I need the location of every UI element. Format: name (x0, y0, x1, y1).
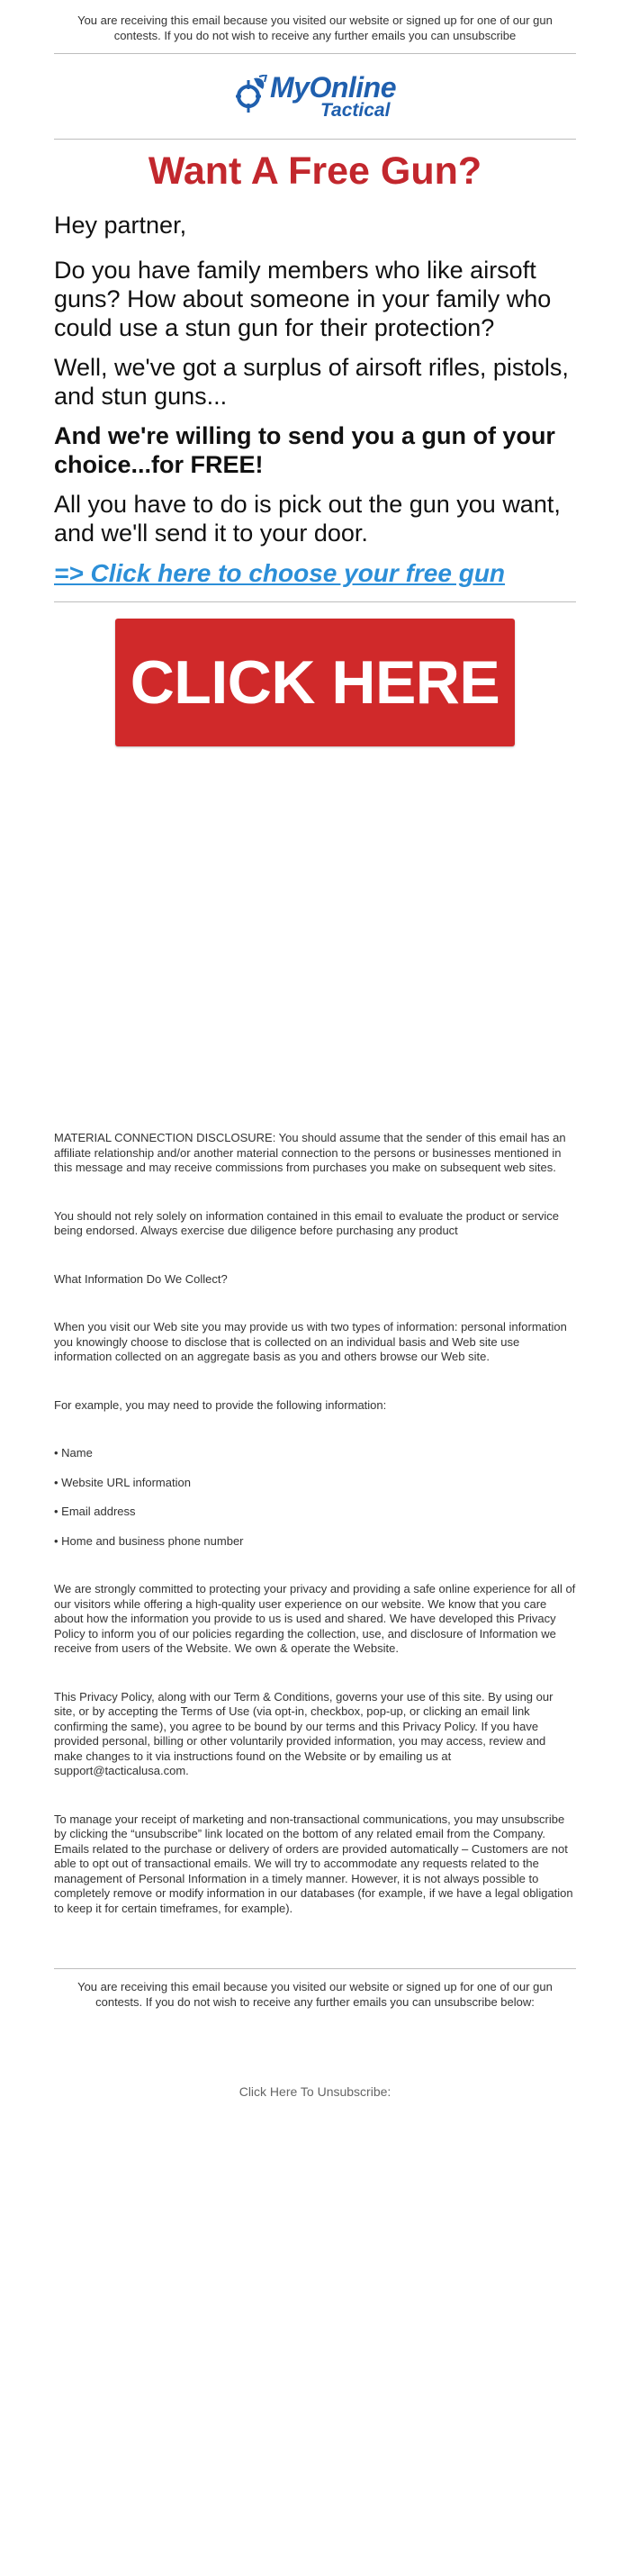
bullet-item: • Website URL information (54, 1475, 191, 1489)
choose-free-gun-link[interactable]: => Click here to choose your free gun (54, 559, 506, 587)
offer-paragraph: And we're willing to send you a gun of your choice...for FREE! (54, 422, 555, 478)
unsubscribe-link[interactable]: Click Here To Unsubscribe: (238, 2084, 392, 2099)
image-placeholder (54, 762, 576, 1131)
legal-section (54, 1131, 576, 1916)
reliance-text: You should not rely solely on information contained in this email to evaluate the product or service being endorsed. Always exercise due diligence before purchasing any product (54, 1208, 560, 1237)
disclosure-text: MATERIAL CONNECTION DISCLOSURE: You should assume that the sender of this email has an affiliate relationship and/or another material connection to the persons or businesses mentioned in this message and may receive commissions from purchases you make on subsequent web sites. (54, 1131, 566, 1174)
button-area (54, 602, 576, 762)
greeting: Hey partner, (54, 212, 187, 239)
commitment-text: We are strongly committed to protecting your privacy and providing a safe online experience for all of our visitors while offering a high-quality user experience on our website. We know that you care about how the information you provide to us is used and shared. We have developed this Privacy Policy to inform you of our policies regarding the collection, use, and disclosure of Information we receive from users of the Website. We own & operate the Website. (54, 1582, 576, 1655)
divider (54, 1968, 576, 1969)
logo-block (54, 54, 576, 139)
bullet-item: • Email address (54, 1505, 136, 1518)
logo-wordmark-secondary: Tactical (320, 100, 391, 121)
logo[interactable] (234, 73, 396, 120)
target-scope-icon (234, 75, 268, 119)
body-paragraph: All you have to do is pick out the gun you want, and we'll send it to your door. (54, 491, 561, 547)
top-notice: You are receiving this email because you visited our website or signed up for one of our gun contests. If you do not wish to receive any further emails you can unsubscribe (77, 14, 553, 42)
bottom-notice: You are receiving this email because you visited our website or signed up for one of our gun contests. If you do not wish to receive any further emails you can unsubscribe below: (77, 1980, 553, 2009)
body-paragraph: Do you have family members who like airsoft guns? How about someone in your family who could use a stun gun for their protection? (54, 257, 552, 341)
bullet-item: • Name (54, 1446, 93, 1460)
manage-text: To manage your receipt of marketing and non-transactional communications, you may unsubscribe by clicking the “unsubscribe” link located on the bottom of any related email from the Company. Emails related to the purchase or delivery of orders are provided automatically – Customers are not able to opt out of transactional emails. We will try to accommodate any requests related to the management of Personal Information in a timely manner. However, it is not always possible to completely remove or modify information in our databases (for example, if we have a legal obligation to keep it for certain timeframes, for example). (54, 1812, 573, 1915)
body-paragraph: Well, we've got a surplus of airsoft rifles, pistols, and stun guns... (54, 354, 569, 410)
headline: Want A Free Gun? (148, 149, 482, 193)
privacy-question: What Information Do We Collect? (54, 1271, 228, 1286)
bullet-item: • Home and business phone number (54, 1533, 244, 1548)
collect-text: When you visit our Web site you may provide us with two types of information: personal information you knowingly choose to disclose that is collected on an individual basis and Web site use information collected on an aggregate basis as you and others browse our Web site. (54, 1320, 567, 1363)
logo-wordmark-primary: MyOnline (269, 71, 396, 104)
click-here-button[interactable]: CLICK HERE (115, 619, 515, 746)
example-text: For example, you may need to provide the following information: (54, 1397, 387, 1412)
body-copy (54, 211, 576, 589)
policy-text: This Privacy Policy, along with our Term & Conditions, governs your use of this site. By using our site, or by accepting the Terms of Use (via opt-in, checkbox, pop-up, or clicking an email link confirming the same), you agree to be bound by our terms and this Privacy Policy. If you have provided personal, billing or other voluntarily provided information, you may access, review and make changes to it via instructions found on the Website or by emailing us at support@tacticalusa.com. (54, 1689, 554, 1777)
email-container (54, 0, 576, 2099)
